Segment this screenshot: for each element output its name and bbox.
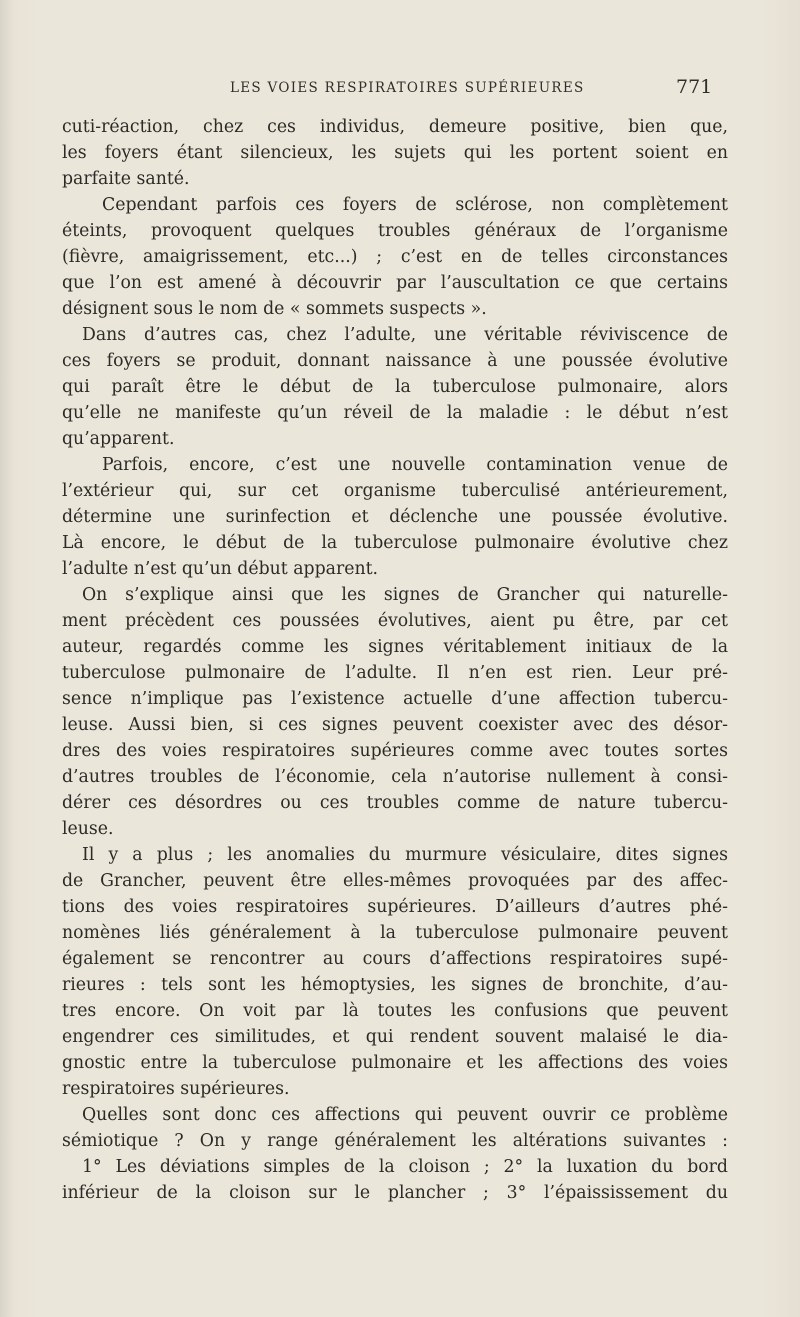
text-line: 1° Les déviations simples de la cloison ; 2° la luxation du bord (82, 1157, 728, 1177)
text-line: dérer ces désordres ou ces troubles comme de nature tubercu- (62, 793, 728, 813)
text-line: l’adulte n’est qu’un début apparent. (62, 559, 379, 579)
text-line: auteur, regardés comme les signes véritablement initiaux de la (62, 637, 728, 657)
text-line: tions des voies respiratoires supérieures. D’ailleurs d’autres phé- (62, 897, 728, 917)
text-line: Cependant parfois ces foyers de sclérose, non complètement (102, 195, 728, 215)
text-line: qu’elle ne manifeste qu’un réveil de la maladie : le début n’est (62, 403, 728, 423)
text-line: désignent sous le nom de « sommets suspects ». (62, 299, 487, 319)
text-line: engendrer ces similitudes, et qui rendent souvent malaisé le dia- (62, 1027, 728, 1047)
text-line: dres des voies respiratoires supérieures comme avec toutes sortes (62, 741, 728, 761)
text-line: Quelles sont donc ces affections qui peuvent ouvrir ce problème (82, 1105, 728, 1125)
text-line: nomènes liés généralement à la tuberculose pulmonaire peuvent (62, 923, 728, 943)
text-line: cuti-réaction, chez ces individus, demeure positive, bien que, (62, 117, 728, 137)
text-line: rieures : tels sont les hémoptysies, les signes de bronchite, d’au- (62, 975, 728, 995)
text-line: éteints, provoquent quelques troubles généraux de l’organisme (62, 221, 728, 241)
text-line: Il y a plus ; les anomalies du murmure vésiculaire, dites signes (82, 845, 728, 865)
text-line: respiratoires supérieures. (62, 1079, 290, 1099)
running-title: LES VOIES RESPIRATOIRES SUPÉRIEURES (230, 80, 585, 96)
text-line: de Grancher, peuvent être elles-mêmes provoquées par des affec- (62, 871, 728, 891)
text-line: sence n’implique pas l’existence actuelle d’une affection tubercu- (62, 689, 728, 709)
text-line: qui paraît être le début de la tuberculose pulmonaire, alors (62, 377, 728, 397)
text-line: tuberculose pulmonaire de l’adulte. Il n’en est rien. Leur pré- (62, 663, 728, 683)
text-line: qu’apparent. (62, 429, 175, 449)
text-line: ces foyers se produit, donnant naissance à une poussée évolutive (62, 351, 728, 371)
text-line: l’extérieur qui, sur cet organisme tuberculisé antérieurement, (62, 481, 728, 501)
text-line: également se rencontrer au cours d’affections respiratoires supé- (62, 949, 728, 969)
page-number: 771 (676, 76, 713, 98)
running-header (0, 76, 800, 102)
body-text (62, 114, 728, 1206)
text-line: tres encore. On voit par là toutes les confusions que peuvent (62, 1001, 728, 1021)
text-line: (fièvre, amaigrissement, etc...) ; c’est en de telles circonstances (62, 247, 728, 267)
text-line: les foyers étant silencieux, les sujets qui les portent soient en (62, 143, 728, 163)
text-line: sémiotique ? On y range généralement les altérations suivantes : (62, 1131, 728, 1151)
text-line: d’autres troubles de l’économie, cela n’autorise nullement à consi- (62, 767, 728, 787)
text-line: On s’explique ainsi que les signes de Grancher qui naturelle- (82, 585, 728, 605)
text-line: leuse. Aussi bien, si ces signes peuvent coexister avec des désor- (62, 715, 728, 735)
text-line: inférieur de la cloison sur le plancher ; 3° l’épaississement du (62, 1183, 728, 1203)
text-line: que l’on est amené à découvrir par l’auscultation ce que certains (62, 273, 728, 293)
text-line: parfaite santé. (62, 169, 190, 189)
text-line: leuse. (62, 819, 114, 839)
text-line: gnostic entre la tuberculose pulmonaire et les affections des voies (62, 1053, 728, 1073)
text-line: Parfois, encore, c’est une nouvelle contamination venue de (102, 455, 728, 475)
text-line: détermine une surinfection et déclenche une poussée évolutive. (62, 507, 728, 527)
text-line: Là encore, le début de la tuberculose pulmonaire évolutive chez (62, 533, 728, 553)
text-line: Dans d’autres cas, chez l’adulte, une véritable réviviscence de (82, 325, 728, 345)
text-line: ment précèdent ces poussées évolutives, aient pu être, par cet (62, 611, 728, 631)
